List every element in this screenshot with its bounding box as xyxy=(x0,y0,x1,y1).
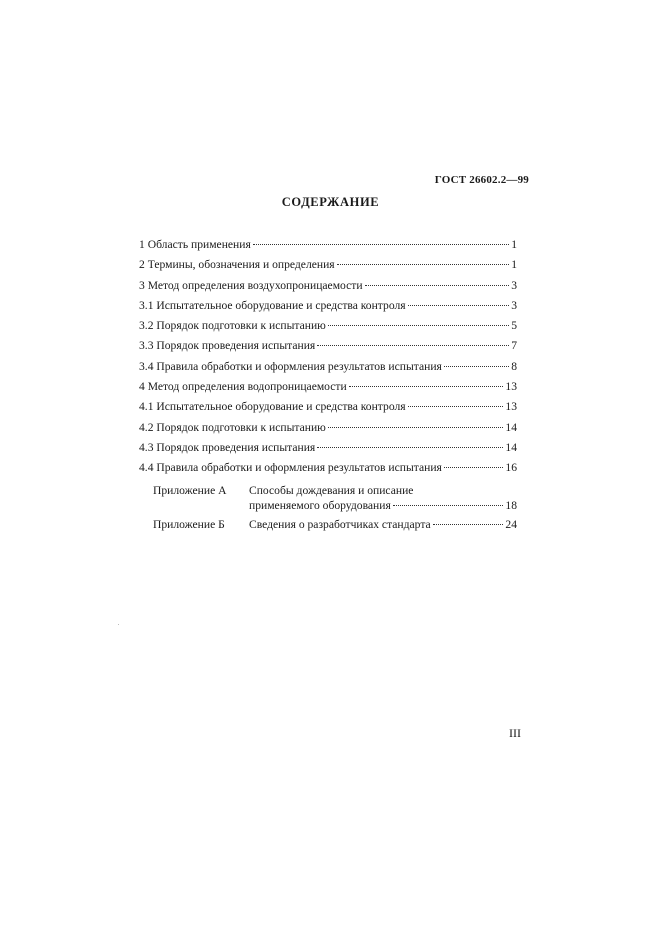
toc-entry-page: 7 xyxy=(511,339,517,353)
document-code: ГОСТ 26602.2—99 xyxy=(434,174,529,186)
toc-entry[interactable] xyxy=(139,400,517,420)
toc-entry[interactable] xyxy=(139,421,517,441)
scan-speck xyxy=(118,624,119,625)
leader-dots xyxy=(328,427,504,428)
toc-entry-label: 3.3 Порядок проведения испытания xyxy=(139,339,316,353)
toc-entry[interactable] xyxy=(139,238,517,258)
toc-entry-label: 3.4 Правила обработки и оформления результатов испытания xyxy=(139,359,442,373)
appendix-page: 24 xyxy=(505,518,517,531)
leader-dots xyxy=(444,467,504,468)
leader-dots xyxy=(393,505,504,506)
toc-entry[interactable] xyxy=(139,461,517,481)
toc-entry-label: 3.1 Испытательное оборудование и средства контроля xyxy=(139,298,406,312)
appendix-title-line1: Сведения о разработчиках стандарта xyxy=(249,518,431,531)
toc-title: СОДЕРЖАНИЕ xyxy=(281,195,380,209)
toc-entry-label: 1 Область применения xyxy=(139,238,251,251)
toc-entry-page: 13 xyxy=(505,380,517,394)
leader-dots xyxy=(433,524,504,525)
toc-entry[interactable] xyxy=(139,279,517,299)
leader-dots xyxy=(408,305,510,306)
toc-entry-page: 13 xyxy=(505,400,517,414)
toc-entry[interactable] xyxy=(139,360,517,380)
toc-entry[interactable] xyxy=(139,319,517,339)
toc-entry-page: 3 xyxy=(511,298,517,312)
toc-entry-label: 2 Термины, обозначения и определения xyxy=(139,258,335,272)
toc-entry[interactable] xyxy=(139,380,517,400)
toc-entry[interactable] xyxy=(139,299,517,319)
toc-entry-label: 4.3 Порядок проведения испытания xyxy=(139,440,316,454)
leader-dots xyxy=(253,244,509,245)
table-of-contents xyxy=(139,238,517,482)
toc-entry-page: 3 xyxy=(511,278,517,292)
leader-dots xyxy=(317,345,509,346)
appendix-page: 18 xyxy=(505,499,517,512)
leader-dots xyxy=(328,325,509,326)
toc-entry-label: 4.4 Правила обработки и оформления результатов испытания xyxy=(139,461,442,475)
toc-entry[interactable] xyxy=(139,441,517,461)
leader-dots xyxy=(349,386,504,387)
toc-entry-label: 4.2 Порядок подготовки к испытанию xyxy=(139,420,326,434)
toc-entry[interactable] xyxy=(139,339,517,359)
appendix-prefix: Приложение А xyxy=(153,484,227,497)
toc-entry-page: 14 xyxy=(505,440,517,454)
appendix-title-line1: Способы дождевания и описание xyxy=(249,484,414,497)
toc-entry-page: 5 xyxy=(511,319,517,333)
leader-dots xyxy=(444,366,509,367)
page-number: III xyxy=(509,726,521,740)
leader-dots xyxy=(365,285,510,286)
leader-dots xyxy=(337,264,510,265)
appendix-prefix: Приложение Б xyxy=(153,518,225,531)
toc-entry[interactable] xyxy=(139,258,517,278)
appendix-title-line2: применяемого оборудования xyxy=(249,499,391,512)
leader-dots xyxy=(317,447,503,448)
toc-entry-label: 3 Метод определения воздухопроницаемости xyxy=(139,278,363,292)
toc-entry-page: 1 xyxy=(511,258,517,272)
leader-dots xyxy=(408,406,504,407)
toc-entry-page: 8 xyxy=(511,359,517,373)
toc-entry-page: 1 xyxy=(511,238,517,251)
toc-entry-label: 4 Метод определения водопроницаемости xyxy=(139,380,347,394)
toc-entry-label: 3.2 Порядок подготовки к испытанию xyxy=(139,319,326,333)
toc-entry-page: 14 xyxy=(505,420,517,434)
toc-entry-label: 4.1 Испытательное оборудование и средства контроля xyxy=(139,400,406,414)
toc-entry-page: 16 xyxy=(505,461,517,475)
